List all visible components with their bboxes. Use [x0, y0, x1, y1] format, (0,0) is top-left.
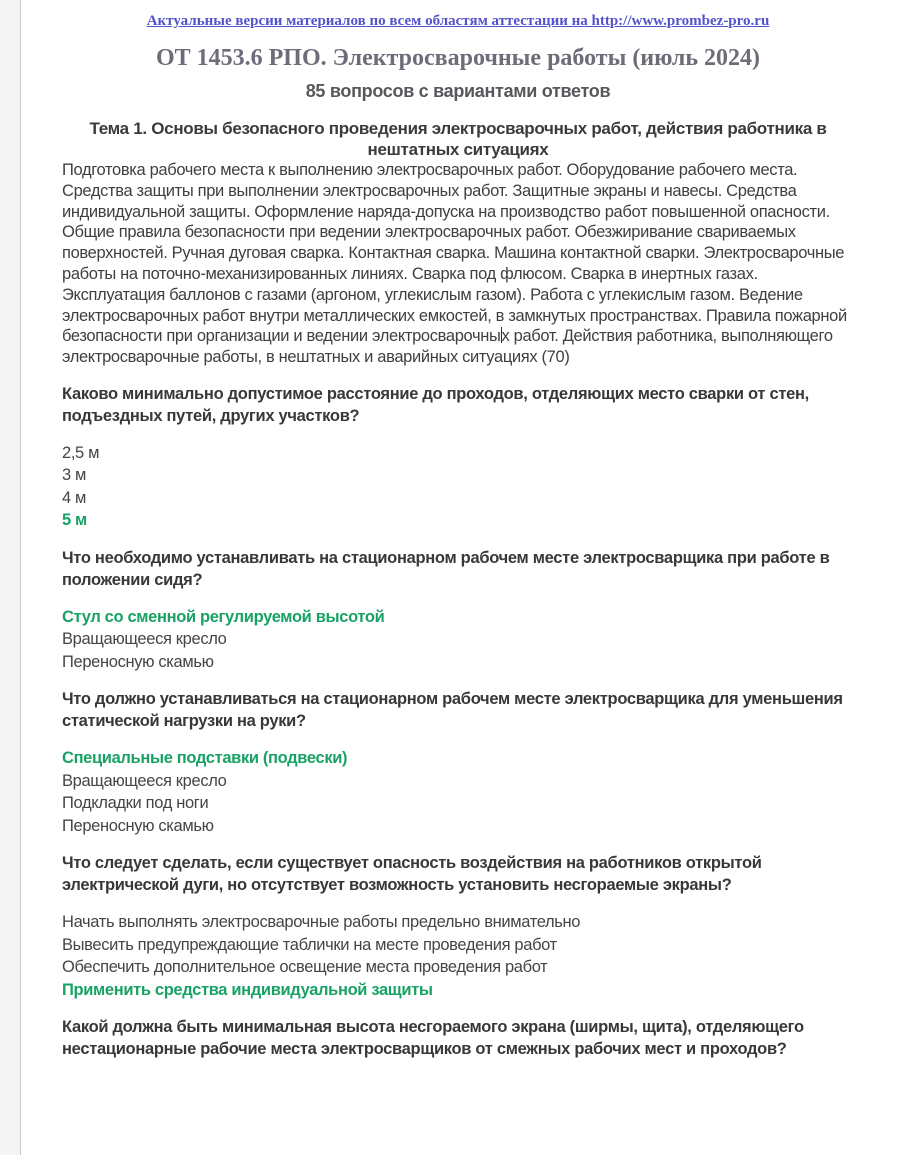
header-link-row: [62, 12, 854, 30]
answer-list: [62, 747, 854, 837]
answer-option: Переносную скамью: [62, 652, 214, 671]
answer-option-correct: Применить средства индивидуальной защиты: [62, 980, 433, 999]
theme-description-text-before-cursor: Подготовка рабочего места к выполнению электросварочных работ. Оборудование рабочего места. Средства защиты при выполнении электросварочных работ. Защитные экраны и навесы. Средства индивидуальной защиты. Оформление наряда-допуска на производство работ повышенной опасности. Общие правила безопасности при ведении электросварочных работ. Обезжиривание свариваемых поверхностей. Ручная дуговая сварка. Контактная сварка. Машина контактной сварки. Электросварочные работы на поточно-механизированных линиях. Сварка под флюсом. Сварка в инертных газах. Эксплуатация баллонов с газами (аргоном, углекислым газом). Работа с углекислым газом. Ведение электросварочных работ внутри металлических емкостей, в замкнутых пространствах. Правила пожарной безопасности при организации и ведении электросварочны: [62, 161, 847, 346]
answer-option-correct: 5 м: [62, 511, 87, 530]
answer-option: 2,5 м: [62, 443, 100, 462]
answer-list: [62, 442, 854, 532]
theme-description: [62, 160, 854, 368]
answer-option: Подкладки под ноги: [62, 794, 209, 813]
answer-option: Вращающееся кресло: [62, 771, 227, 790]
answer-option: Переносную скамью: [62, 816, 214, 835]
question-text: Какой должна быть минимальная высота несгораемого экрана (ширмы, щита), отделяющего нестационарные рабочие места электросварщиков от смежных рабочих мест и проходов?: [62, 1018, 804, 1059]
answer-option: Вывесить предупреждающие таблички на месте проведения работ: [62, 935, 557, 954]
document-subtitle: 85 вопросов с вариантами ответов: [305, 81, 611, 101]
theme-heading: Тема 1. Основы безопасного проведения электросварочных работ, действия работника в нештатных ситуациях: [89, 119, 827, 159]
answer-list: [62, 606, 854, 674]
answer-option: Вращающееся кресло: [62, 630, 227, 649]
answer-option: 3 м: [62, 466, 87, 485]
header-link[interactable]: Актуальные версии материалов по всем областям аттестации на http://www.prombez-pro.ru: [146, 13, 770, 29]
question-text: Что должно устанавливаться на стационарном рабочем месте электросварщика для уменьшения статической нагрузки на руки?: [62, 690, 843, 731]
question-text: Что необходимо устанавливать на стационарном рабочем месте электросварщика при работе в положении сидя?: [62, 548, 830, 589]
document-content: [62, 12, 854, 1060]
answer-option: Начать выполнять электросварочные работы предельно внимательно: [62, 913, 581, 932]
question-text: Что следует сделать, если существует опасность воздействия на работников открытой электрической дуги, но отсутствует возможность установить несгораемые экраны?: [62, 854, 762, 895]
answer-list: [62, 911, 854, 1001]
document-title: ОТ 1453.6 РПО. Электросварочные работы (июль 2024): [155, 45, 761, 71]
answer-option: Обеспечить дополнительное освещение места проведения работ: [62, 958, 548, 977]
page-left-margin-strip: [0, 0, 21, 1155]
theme-description-text-after-cursor: х работ. Действия работника, выполняющего электросварочные работы, в нештатных и аварийных ситуациях (70): [62, 327, 833, 367]
answer-option: 4 м: [62, 488, 87, 507]
answer-option-correct: Специальные подставки (подвески): [62, 749, 348, 768]
answer-option-correct: Стул со сменной регулируемой высотой: [62, 607, 385, 626]
question-text: Каково минимально допустимое расстояние до проходов, отделяющих место сварки от стен, подъездных путей, других участков?: [62, 384, 809, 425]
